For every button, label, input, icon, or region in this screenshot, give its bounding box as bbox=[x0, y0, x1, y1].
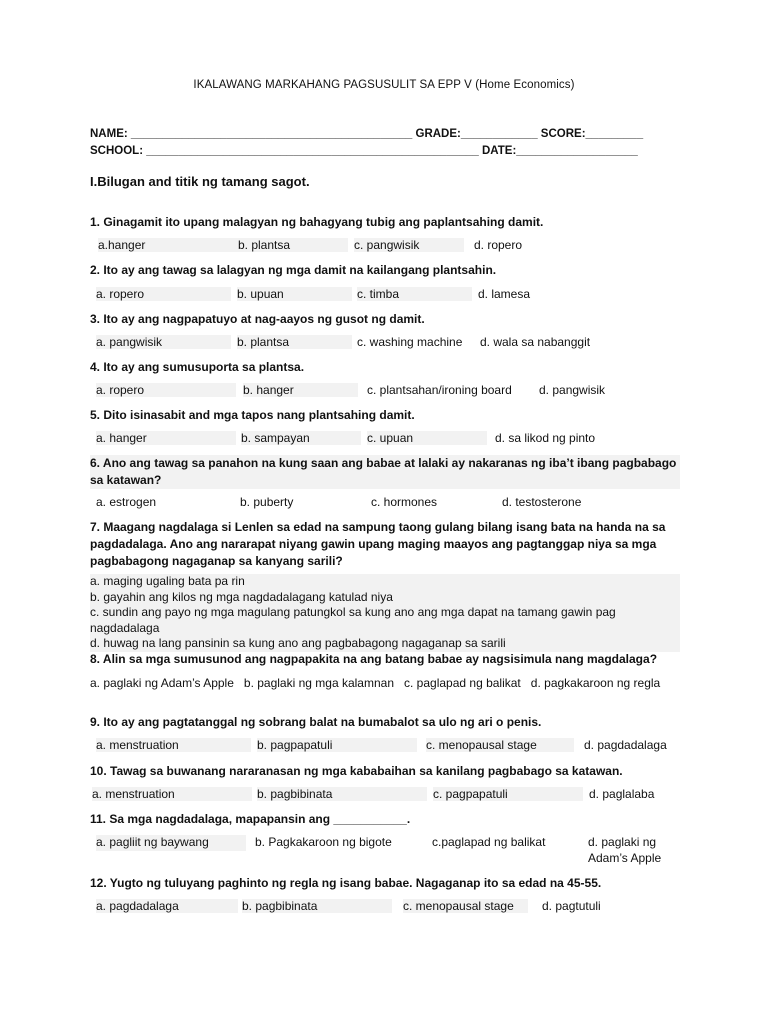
option-2b[interactable]: b. upuan bbox=[237, 287, 352, 301]
question-3: 3. Ito ay ang nagpapatuyo at nag-aayos ng gusot ng damit. bbox=[90, 312, 425, 326]
option-9d[interactable]: d. pagdadalaga bbox=[584, 738, 667, 752]
option-5c[interactable]: c. upuan bbox=[367, 431, 487, 445]
option-5b[interactable]: b. sampayan bbox=[241, 431, 361, 445]
options-8 bbox=[90, 676, 680, 692]
option-12d[interactable]: d. pagtutuli bbox=[542, 899, 601, 913]
options-1 bbox=[90, 238, 680, 254]
option-12c[interactable]: c. menopausal stage bbox=[403, 899, 528, 913]
question-5: 5. Dito isinasabit and mga tapos nang plantsahing damit. bbox=[90, 408, 415, 422]
options-11 bbox=[90, 835, 680, 865]
options-10 bbox=[90, 787, 680, 803]
options-6 bbox=[90, 495, 680, 511]
option-6d[interactable]: d. testosterone bbox=[502, 495, 582, 509]
option-1c[interactable]: c. pangwisik bbox=[354, 238, 464, 252]
option-5d[interactable]: d. sa likod ng pinto bbox=[495, 431, 596, 445]
question-1: 1. Ginagamit ito upang malagyan ng bahagyang tubig ang paplantsahing damit. bbox=[90, 215, 544, 229]
section-instruction: I.Bilugan and titik ng tamang sagot. bbox=[90, 174, 310, 189]
option-9a[interactable]: a. menstruation bbox=[96, 738, 251, 752]
option-7b[interactable]: b. gayahin ang kilos ng mga nagdadalagang katulad niya bbox=[90, 589, 393, 604]
option-4a[interactable]: a. ropero bbox=[96, 383, 236, 397]
option-8d[interactable]: d. pagkakaroon ng regla bbox=[530, 676, 661, 690]
options-5 bbox=[90, 431, 680, 447]
option-10a[interactable]: a. menstruation bbox=[92, 787, 252, 801]
question-6: 6. Ano ang tawag sa panahon na kung saan ang babae at lalaki ay nakaranas ng iba’t ibang pagbabago sa katawan? bbox=[90, 455, 680, 489]
option-8c[interactable]: c. paglapad ng balikat bbox=[404, 676, 521, 690]
option-4c[interactable]: c. plantsahan/ironing board bbox=[367, 383, 512, 397]
option-10d[interactable]: d. paglalaba bbox=[589, 787, 655, 801]
option-7c[interactable]: c. sundin ang payo ng mga magulang patungkol sa kung ano ang mga dapat na tamang gawin pag nagdadalaga bbox=[90, 605, 616, 635]
question-7: 7. Maagang nagdalaga si Lenlen sa edad na sampung taong gulang bilang isang bata na handa na sa pagdadalaga. Ano ang nararapat niyang gawin upang maging maayos ang pagtanggap niya sa mga pagbabagong nagaganap sa kanyang sarili? bbox=[90, 520, 666, 568]
option-11a[interactable]: a. pagliit ng baywang bbox=[96, 835, 246, 851]
option-2a[interactable]: a. ropero bbox=[96, 287, 231, 301]
option-3d[interactable]: d. wala sa nabanggit bbox=[480, 335, 591, 349]
option-8b[interactable]: b. paglaki ng mga kalamnan bbox=[243, 676, 394, 690]
option-12b[interactable]: b. pagbibinata bbox=[242, 899, 392, 913]
question-12: 12. Yugto ng tuluyang paghinto ng regla ng isang babae. Nagaganap ito sa edad na 45-55. bbox=[90, 876, 602, 890]
option-7d[interactable]: d. huwag na lang pansinin sa kung ano ang pagbabagong nagaganap sa sarili bbox=[90, 636, 506, 650]
option-3a[interactable]: a. pangwisik bbox=[96, 335, 231, 349]
school-date-line: SCHOOL: ____________________________________________________ DATE:___________________ bbox=[90, 145, 638, 157]
question-11: 11. Sa mga nagdadalaga, mapapansin ang ___________. bbox=[90, 812, 411, 826]
option-11d[interactable]: d. paglaki ng Adam’s Apple bbox=[588, 835, 662, 865]
option-9c[interactable]: c. menopausal stage bbox=[426, 738, 574, 752]
option-12a[interactable]: a. pagdadalaga bbox=[96, 899, 238, 913]
option-6a[interactable]: a. estrogen bbox=[96, 495, 157, 509]
options-2 bbox=[90, 287, 680, 303]
options-12 bbox=[90, 899, 680, 915]
option-4d[interactable]: d. pangwisik bbox=[539, 383, 606, 397]
options-9 bbox=[90, 738, 680, 754]
option-6c[interactable]: c. hormones bbox=[371, 495, 438, 509]
option-2c[interactable]: c. timba bbox=[357, 287, 472, 301]
option-8a[interactable]: a. paglaki ng Adam’s Apple bbox=[90, 676, 234, 690]
option-1d[interactable]: d. ropero bbox=[474, 238, 523, 252]
option-11b[interactable]: b. Pagkakaroon ng bigote bbox=[255, 835, 392, 849]
option-10b[interactable]: b. pagbibinata bbox=[257, 787, 427, 801]
exam-title: IKALAWANG MARKAHANG PAGSUSULIT SA EPP V (Home Economics) bbox=[193, 79, 575, 91]
option-2d[interactable]: d. lamesa bbox=[478, 287, 531, 301]
option-4b[interactable]: b. hanger bbox=[243, 383, 358, 397]
option-10c[interactable]: c. pagpapatuli bbox=[433, 787, 583, 801]
option-9b[interactable]: b. pagpapatuli bbox=[257, 738, 417, 752]
option-11c[interactable]: c.paglapad ng balikat bbox=[432, 835, 546, 849]
question-10: 10. Tawag sa buwanang nararanasan ng mga kababaihan sa kanilang pagbabago sa katawan. bbox=[90, 764, 623, 778]
name-grade-score-line: NAME: ____________________________________________ GRADE:____________ SCORE:_________ bbox=[90, 128, 644, 140]
option-6b[interactable]: b. puberty bbox=[240, 495, 294, 509]
option-1b[interactable]: b. plantsa bbox=[238, 238, 348, 252]
question-9: 9. Ito ay ang pagtatanggal ng sobrang balat na bumabalot sa ulo ng ari o penis. bbox=[90, 715, 542, 729]
question-2: 2. Ito ay ang tawag sa lalagyan ng mga damit na kailangang plantsahin. bbox=[90, 263, 497, 277]
option-7a[interactable]: a. maging ugaling bata pa rin bbox=[90, 574, 245, 588]
options-3 bbox=[90, 335, 680, 351]
option-3b[interactable]: b. plantsa bbox=[237, 335, 352, 349]
option-5a[interactable]: a. hanger bbox=[96, 431, 236, 445]
question-4: 4. Ito ay ang sumusuporta sa plantsa. bbox=[90, 360, 305, 374]
options-4 bbox=[90, 383, 680, 399]
question-8: 8. Alin sa mga sumusunod ang nagpapakita na ang batang babae ay nagsisimula nang magdalaga? bbox=[90, 652, 658, 666]
option-3c[interactable]: c. washing machine bbox=[357, 335, 463, 349]
options-7 bbox=[90, 574, 680, 652]
option-1a[interactable]: a.hanger bbox=[98, 238, 238, 252]
